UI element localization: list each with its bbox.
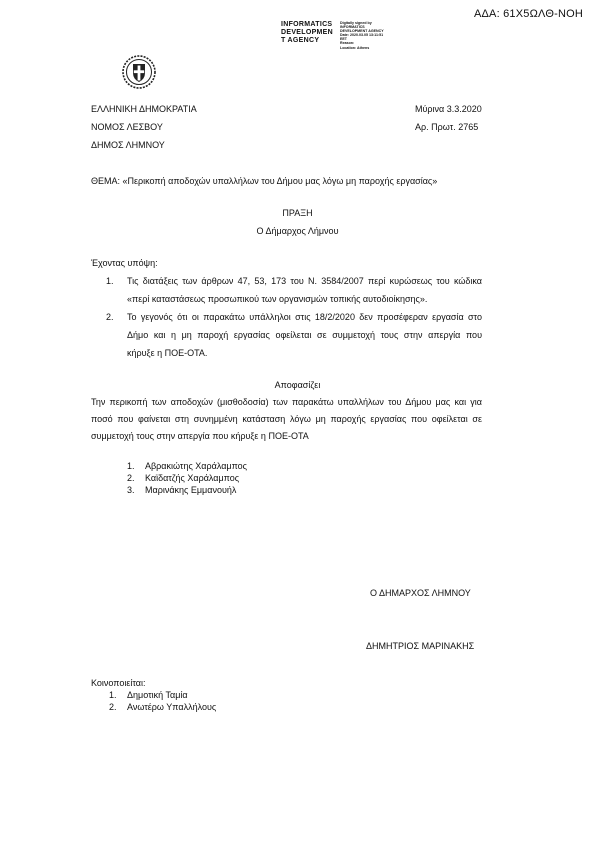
stamp-detail: Reason: (340, 41, 355, 46)
employee-item (127, 484, 247, 496)
stamp-detail: Date: 2020.03.05 13:11:51 (340, 33, 384, 38)
notify-text: Ανωτέρω Υπαλλήλους (127, 702, 217, 712)
consideration-line: κήρυξε η ΠΟΕ-ΟΤΑ. (127, 348, 208, 358)
employee-number: 3. (127, 485, 135, 495)
employees-list (127, 460, 247, 496)
employee-name: Αβρακιώτης Χαράλαμπος (145, 461, 248, 471)
notify-number: 1. (109, 690, 117, 700)
notify-item (109, 689, 216, 701)
stamp-detail: Digitally signed by (340, 21, 372, 25)
consideration-line: Δήμο και η μη παροχή εργασίας οφείλεται σε συμμετοχή τους στην απεργία που (127, 330, 482, 340)
signatory-name: ΔΗΜΗΤΡΙΟΣ ΜΑΡΙΝΑΚΗΣ (366, 641, 475, 651)
notify-text: Δημοτική Ταμία (127, 690, 188, 700)
consideration-item (106, 275, 482, 311)
consideration-line: Το γεγονός ότι οι παρακάτω υπάλληλοι στις 18/2/2020 δεν προσέφεραν εργασία στο (127, 312, 482, 322)
protocol-number: Αρ. Πρωτ. 2765 (415, 122, 479, 132)
document-type-heading: ΠΡΑΞΗ (282, 208, 313, 218)
employee-item (127, 460, 247, 472)
stamp-detail: INFORMATICS (340, 25, 365, 30)
consideration-line: «περί καταστάσεως προσωπικού των οργανισμών τοπικής αυτοδιοίκησης». (127, 294, 428, 304)
employee-name: Καϊδατζής Χαράλαμπος (145, 473, 240, 483)
notify-item (109, 701, 216, 713)
subject-line: ΘΕΜΑ: «Περικοπή αποδοχών υπαλλήλων του Δήμου μας λόγω μη παροχής εργασίας» (91, 176, 438, 186)
employee-name: Μαρινάκης Εμμανουήλ (145, 485, 237, 495)
employee-number: 2. (127, 473, 135, 483)
signature-stamp-title (281, 21, 333, 45)
decision-line: Την περικοπή των αποδοχών (μισθοδοσία) των παρακάτω υπαλλήλων του Δήμου μας και για (91, 397, 482, 407)
decision-text (91, 396, 482, 447)
stamp-detail: Location: Athens (340, 45, 370, 50)
greek-coat-of-arms-emblem (122, 55, 156, 89)
issuer-line: ΝΟΜΟΣ ΛΕΣΒΟΥ (91, 122, 163, 132)
decision-line: ποσό που φαίνεται στη συνημμένη κατάσταση λόγω μη παροχής εργασίας που οφείλεται σε (91, 414, 482, 424)
issuer-block (91, 103, 197, 157)
employee-item (127, 472, 247, 484)
issuer-line: ΕΛΛΗΝΙΚΗ ΔΗΜΟΚΡΑΤΙΑ (91, 104, 197, 114)
consideration-item (106, 311, 482, 365)
mayor-heading: Ο Δήμαρχος Λήμνου (256, 226, 339, 236)
considerations-list (106, 275, 482, 365)
consideration-line: Τις διατάξεις των άρθρων 47, 53, 173 του Ν. 3584/2007 περί κυρώσεως του κώδικα (127, 276, 482, 286)
stamp-line: T AGENCY (281, 37, 320, 44)
signature-stamp-details (340, 21, 384, 50)
issuer-line: ΔΗΜΟΣ ΛΗΜΝΟΥ (91, 140, 165, 150)
notify-label: Κοινοποιείται: (91, 678, 146, 688)
notify-list (109, 689, 216, 713)
place-date: Μύρινα 3.3.2020 (415, 104, 482, 114)
decision-line: συμμετοχή τους στην απεργία που κήρυξε η ΠΟΕ-ΟΤΑ (91, 431, 309, 441)
consideration-number: 1. (106, 276, 114, 286)
employee-number: 1. (127, 461, 135, 471)
ada-code: ΑΔΑ: 61Χ5ΩΛΘ-ΝΟΗ (473, 8, 583, 20)
notify-number: 2. (109, 702, 117, 712)
stamp-line: DEVELOPMEN (281, 29, 334, 36)
consideration-number: 2. (106, 312, 114, 322)
considering-label: Έχοντας υπόψη: (91, 258, 158, 268)
decides-heading: Αποφασίζει (274, 380, 321, 390)
stamp-line: INFORMATICS (281, 21, 333, 28)
stamp-detail: DEVELOPMENT AGENCY (340, 29, 384, 34)
stamp-detail: EET (340, 37, 347, 42)
signatory-role: Ο ΔΗΜΑΡΧΟΣ ΛΗΜΝΟΥ (370, 588, 471, 598)
